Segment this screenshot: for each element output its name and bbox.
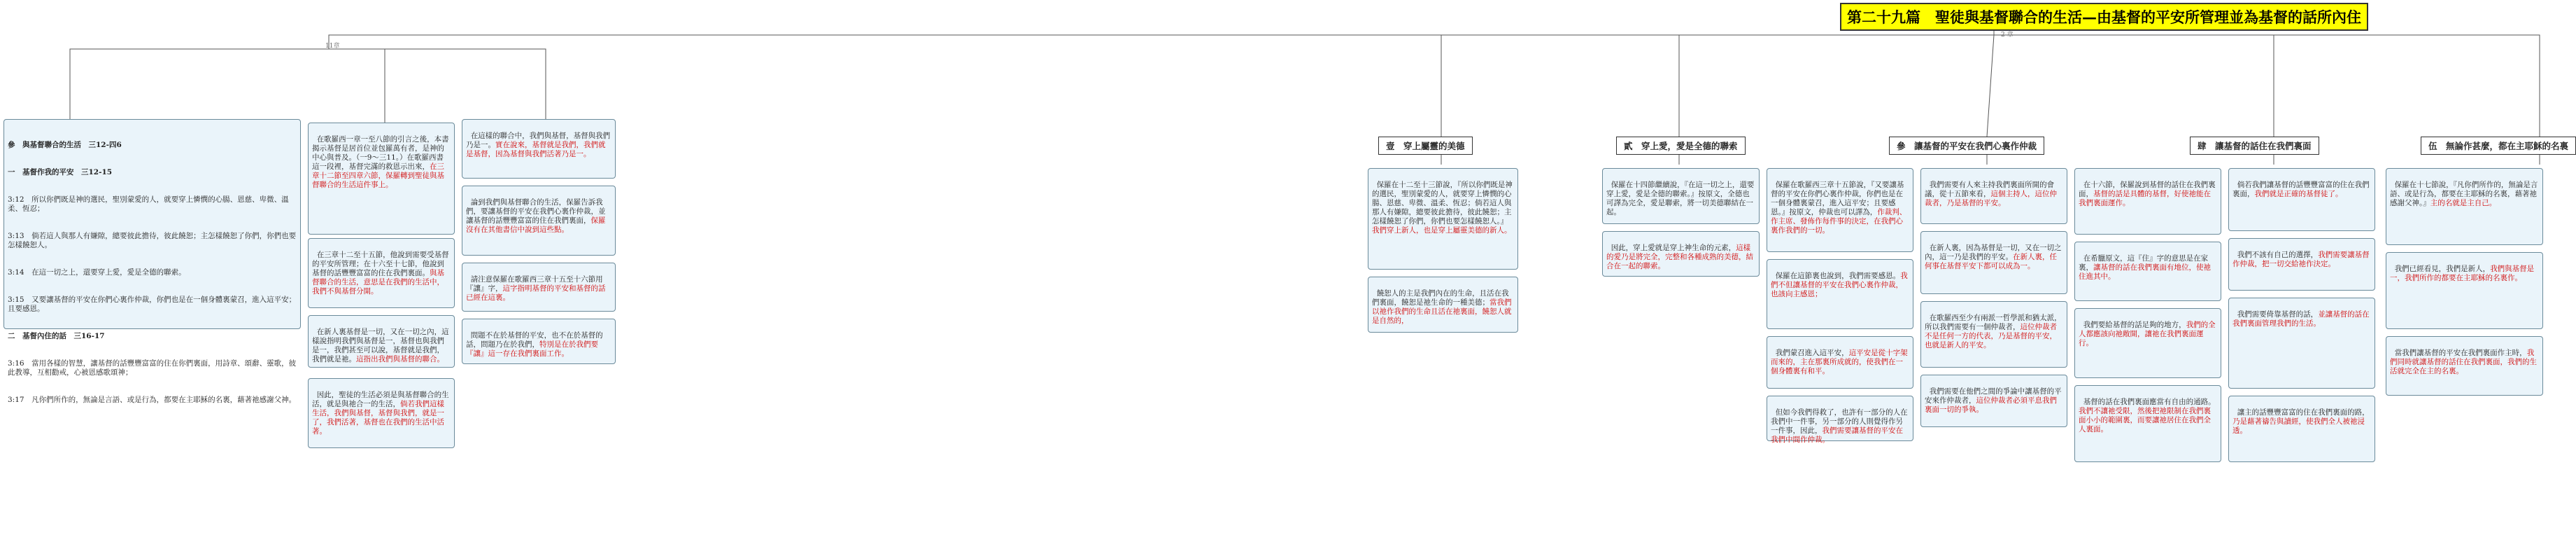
ribbon-left: 11章 [325, 43, 340, 50]
peace-node-1[interactable]: 保羅在歌羅西三章十五節說，『又要讓基督的平安在你們心裏作仲裁，你們也是在一個身體裏蒙召，進入這平安；且要感恩。』按原文，仲裁也可以譯為，作裁判、作主席、發佈作每件事的決定，在我們心裏作我們的一切。 [1767, 168, 1913, 252]
intro-node-1[interactable]: 在歌羅西一章一至八節的引言之後，本書揭示基督是居首位並包羅萬有者，是神的中心與普及。（一9～三11。）在歌羅西書這一段裡，基督完滿的救恩示出來，在三章十二節至四章六節，保羅轉到聖徒與基督聯合的生活這件事上。 [308, 123, 455, 235]
intro-node-4[interactable]: 因此，聖徒的生活必須是與基督聯合的生活，就是與祂合一的生活，倘若我們這樣生活，我們與基督，基督與我們，就是一了，我們活著，基督也在我們的生活中活著。 [308, 378, 455, 448]
peace-node-4[interactable]: 但如今我們得救了，也許有一部分的人在我們中一件事，另一部分的人則覺得作另一件事，因此，我們需要讓基督的平安在我們中間作仲裁。 [1767, 396, 1913, 441]
branch-name[interactable]: 伍 無論作甚麼，都在主耶穌的名裏 [2421, 137, 2576, 155]
word-node-5[interactable]: 倘若我們讓基督的話豐豐富富的住在我們裏面，我們就是正確的基督徒了。 [2228, 168, 2375, 231]
name-node-1[interactable]: 保羅在十七節說，『凡你們所作的，無論是言語、或是行為，都要在主耶穌的名裏，藉著祂感謝父神。』主的名就是主自己。 [2386, 168, 2543, 245]
union-node-2[interactable]: 論到我們與基督聯合的生活，保羅告訴我們，要讓基督的平安在我們心裏作仲裁，並讓基督的話豐豐富富的住在我們裏面，保羅沒有在其他書信中說到這些點。 [462, 186, 616, 256]
intro-node-2[interactable]: 在三章十二至十五節，他說到需要受基督的平安所管理；在十六至十七節，他說到基督的話豐豐富富的住在我們裏面。與基督聯合的生活，意思是在我們的生活中，我們不與基督分開。 [308, 238, 455, 308]
branch-virtues[interactable]: 壹 穿上屬靈的美德 [1378, 137, 1473, 155]
outline-line: 3:12 所以你們既是神的選民，聖別蒙愛的人，就要穿上憐憫的心腸、恩慈、卑微、溫柔、恆忍； [8, 195, 289, 213]
word-node-4[interactable]: 基督的話在我們裏面應當有自由的通路。我們不讓祂受限，然後把祂限制在我們裏面小小的範圍裏，而要讓祂居住在我們全人裏面。 [2074, 385, 2221, 462]
arbiter-node-3[interactable]: 在歌羅西至少有兩派一哲學派和猶太派，所以我們需要有一個仲裁者，這位仲裁者不是任何一方的代表，乃是基督的平安，也就是新人的平安。 [1920, 301, 2067, 368]
branch-word[interactable]: 肆 讓基督的話住在我們裏面 [2190, 137, 2319, 155]
outline-line: 3:13 倘若這人與那人有嫌隙，總要彼此擔待，彼此饒恕；主怎樣饒恕了你們，你們也要怎樣饒恕人。 [8, 232, 297, 249]
arbiter-node-4[interactable]: 我們需要在他們之間的爭論中讓基督的平安來作仲裁者，這位仲裁者必須平息我們裏面一切的爭執。 [1920, 375, 2067, 427]
peace-node-2[interactable]: 保羅在這節裏也說到，我們需要感恩。我們不但讓基督的平安在我們心裏作仲裁，也該向主感恩； [1767, 259, 1913, 329]
ribbon-right: 2 章 [2001, 32, 2014, 39]
word-node-6[interactable]: 我們不該有自己的選擇，我們需要讓基督作仲裁，把一切交給祂作決定。 [2228, 238, 2375, 291]
word-node-3[interactable]: 我們要給基督的話足夠的地方，我們的全人都應該向祂敞開，讓祂在我們裏面運行。 [2074, 308, 2221, 378]
outline-line: 一 基督作我的平安 三12-15 [8, 168, 113, 176]
love-node-1[interactable]: 保羅在十四節繼續說，『在這一切之上，還要穿上愛，愛是全德的聯索。』按原文，全德也可譯為完全，愛是聯索，將一切美德聯結在一起。 [1602, 168, 1760, 224]
word-node-7[interactable]: 我們需要倚靠基督的話，並讓基督的話在我們裏面管理我們的生活。 [2228, 298, 2375, 389]
branch-love[interactable]: 貳 穿上愛，愛是全德的聯索 [1616, 137, 1746, 155]
virtues-node-2[interactable]: 饒恕人的主是我們內在的生命，且活在我們裏面，饒恕是祂生命的一種美德；當我們以祂作我們的生命且活在祂裏面，饒恕人就是自然的， [1368, 277, 1518, 333]
outline-line: 3:14 在這一切之上，還要穿上愛，愛是全德的聯索。 [8, 268, 186, 277]
arbiter-node-1[interactable]: 我們需要有人來主持我們裏面所開的會議，從十五節來看，這個主持人，這位仲裁者，乃是基督的平安。 [1920, 168, 2067, 224]
word-node-8[interactable]: 讓主的話豐豐富富的住在我們裏面的路，乃是藉著禱告與讀經，使我們全人被祂浸透。 [2228, 396, 2375, 462]
arbiter-node-2[interactable]: 在新人裏，因為基督是一切，又在一切之內，這一乃是我們的平安。在新人裏，任何事在基督平安下都可以成為一。 [1920, 231, 2067, 294]
outline-heading: 參 與基督聯合的生活 三12-四6 [8, 141, 122, 149]
love-node-2[interactable]: 因此，穿上愛就是穿上神生命的元素，這樣的愛乃是將完全，完整和各種成熟的美德，結合在一起的聯索。 [1602, 231, 1760, 277]
outline-line: 二 基督內住的話 三16-17 [8, 332, 105, 340]
branch-peace[interactable]: 參 讓基督的平安在我們心裏作仲裁 [1889, 137, 2044, 155]
outline-line: 3:16 當用各樣的智慧，讓基督的話豐豐富富的住在你們裏面，用詩章、頌辭、靈歌，彼此教導，互相勸戒，心被恩感歌頌神； [8, 359, 297, 377]
word-node-1[interactable]: 在十六節，保羅說到基督的話住在我們裏面，基督的話是具體的基督，好使祂能在我們裏面運作。 [2074, 168, 2221, 235]
union-node-4[interactable]: 問題不在於基督的平安，也不在於基督的話，問題乃在於我們，特別是在於我們要『讓』這一存在我們裏面工作。 [462, 319, 616, 364]
name-node-2[interactable]: 我們已經看見，我們是新人，我們與基督是一，我們所作的都要在主耶穌的名裏作。 [2386, 252, 2543, 329]
word-node-2[interactable]: 在希臘原文，這『住』字的意思是在家裏，讓基督的話在我們裏面有地位，使祂住進其中。 [2074, 242, 2221, 301]
page-title: 第二十九篇 聖徒與基督聯合的生活—由基督的平安所管理並為基督的話所內住 [1840, 3, 2368, 31]
intro-node-3[interactable]: 在新人裏基督是一切，又在一切之內，這樣說指明我們與基督是一，基督也與我們是一，我們甚至可以說，基督就是我們，我們就是祂。這指出我們與基督的聯合。 [308, 315, 455, 368]
union-node-3[interactable]: 請注意保羅在歌羅西三章十五至十六節用『讓』字，這字指明基督的平安和基督的話已經在這裏。 [462, 263, 616, 312]
outline-line: 3:17 凡你們所作的，無論是言語、或是行為，都要在主耶穌的名裏，藉著祂感謝父神。 [8, 396, 297, 404]
outline-node[interactable] [3, 119, 301, 404]
peace-node-3[interactable]: 我們蒙召進入這平安，這平安是從十字架而來的，主在那裏所成就的，使我們在一個身體裏有和平。 [1767, 336, 1913, 389]
outline-line: 3:15 又要讓基督的平安在你們心裏作仲裁，你們也是在一個身體裏蒙召，進入這平安；且要感恩。 [8, 296, 297, 313]
virtues-node-1[interactable]: 保羅在十二至十三節說，『所以你們既是神的選民，聖別蒙愛的人，就要穿上憐憫的心腸、恩慈、卑微、溫柔、恆忍；倘若這人與那人有嫌隙，總要彼此擔待，彼此饒恕；主怎樣饒恕了你們，你們也要怎樣饒恕人。』我們穿上新人，也是穿上屬靈美德的新人。 [1368, 168, 1518, 270]
name-node-3[interactable]: 當我們讓基督的平安在我們裏面作主時，我們同時就讓基督的話住在我們裏面，我們的生活就完全在主的名裏。 [2386, 336, 2543, 396]
union-node-1[interactable]: 在這樣的聯合中，我們與基督，基督與我們乃是一。實在說來，基督就是我們，我們就是基督，因為基督與我們活著乃是一。 [462, 119, 616, 179]
